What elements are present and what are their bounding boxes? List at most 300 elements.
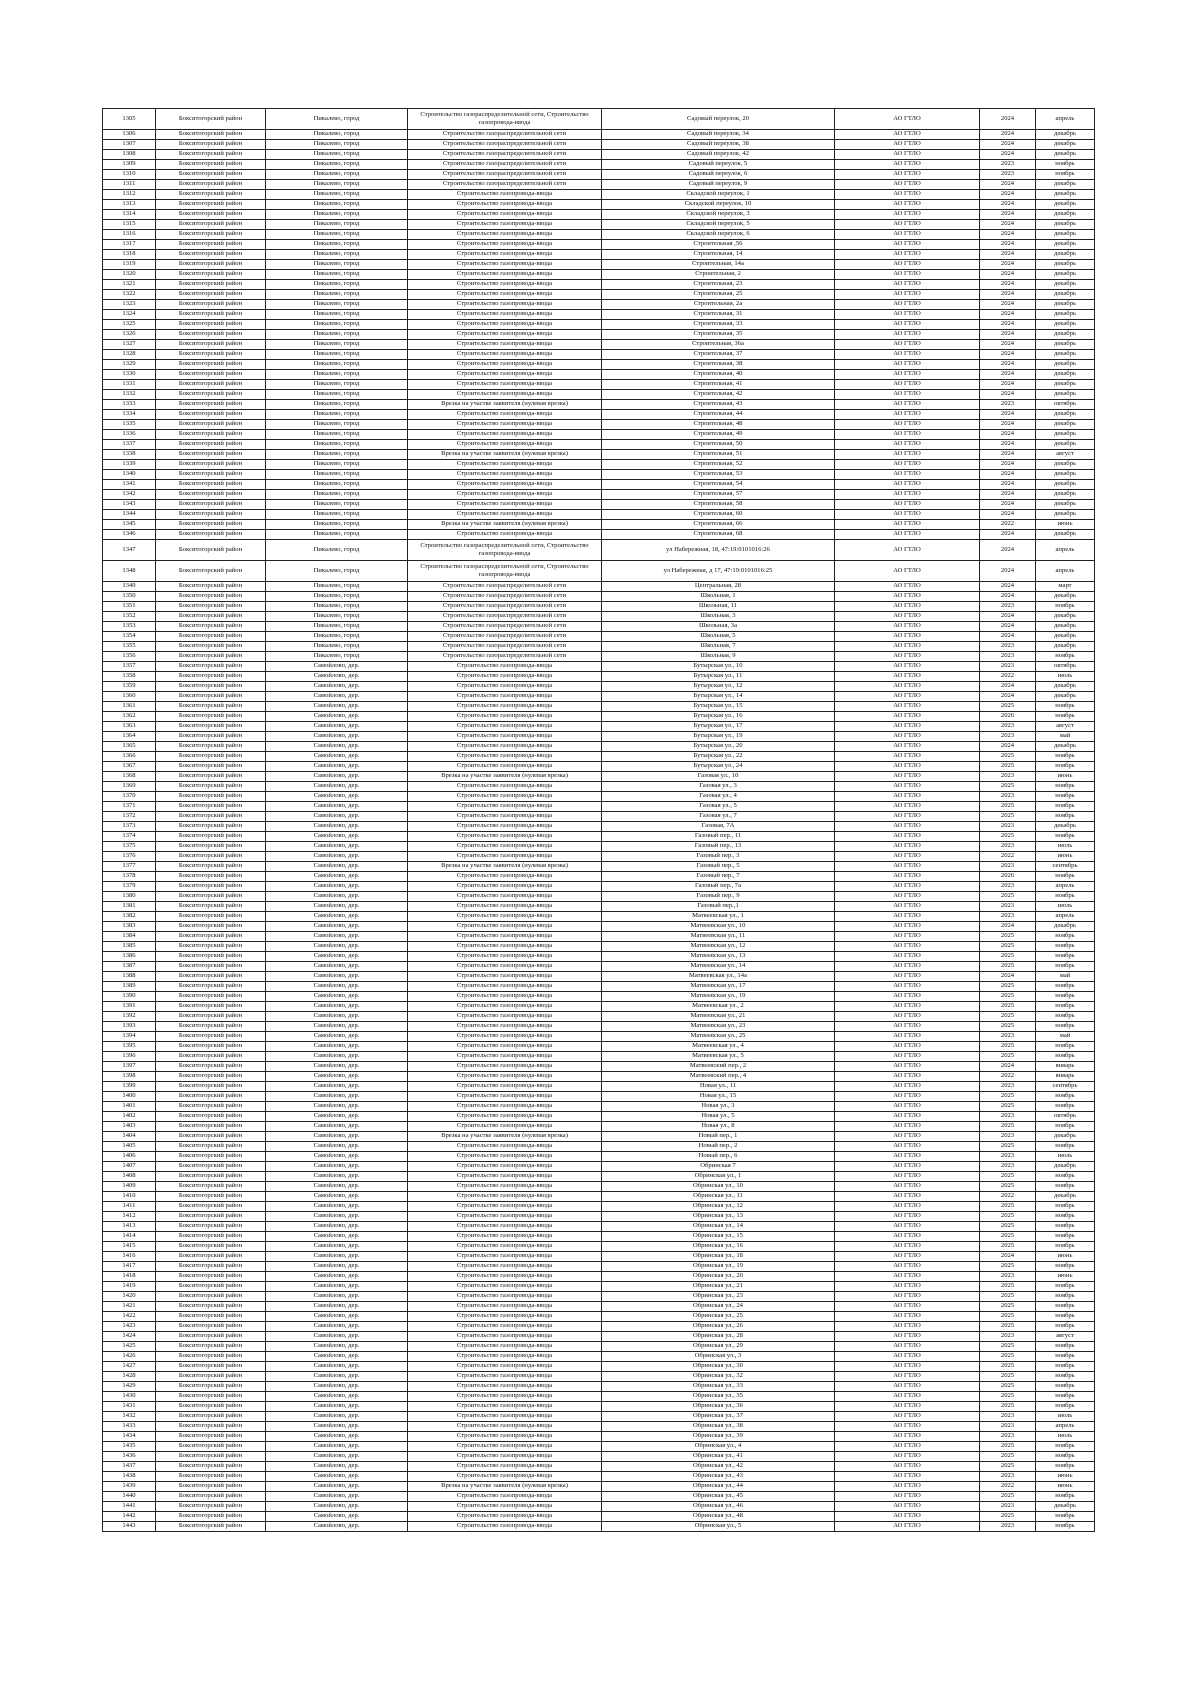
year-cell: 2024 xyxy=(980,260,1036,270)
month-cell: декабрь xyxy=(1036,480,1095,490)
work-type-cell: Строительство газопровода-ввода xyxy=(408,1022,602,1032)
work-type-cell: Строительство газопровода-ввода xyxy=(408,280,602,290)
contractor-cell: АО ГТЛО xyxy=(835,592,980,602)
address-cell: Строительная, 44 xyxy=(602,410,835,420)
district-cell: Бокситогорский район xyxy=(156,1282,266,1292)
district-cell: Бокситогорский район xyxy=(156,1522,266,1532)
table-row xyxy=(103,480,1095,490)
month-cell: май xyxy=(1036,1032,1095,1042)
year-cell: 2024 xyxy=(980,632,1036,642)
row-number-cell: 1438 xyxy=(103,1472,156,1482)
table-row xyxy=(103,1442,1095,1452)
work-type-cell: Строительство газопровода-ввода xyxy=(408,1392,602,1402)
row-number-cell: 1349 xyxy=(103,582,156,592)
month-cell: июль xyxy=(1036,1152,1095,1162)
row-number-cell: 1307 xyxy=(103,140,156,150)
row-number-cell: 1350 xyxy=(103,592,156,602)
contractor-cell: АО ГТЛО xyxy=(835,1062,980,1072)
address-cell: Матвеевская ул., 2 xyxy=(602,1002,835,1012)
settlement-cell: Самойлово, дер. xyxy=(266,1402,408,1412)
district-cell: Бокситогорский район xyxy=(156,1162,266,1172)
contractor-cell: АО ГТЛО xyxy=(835,1362,980,1372)
row-number-cell: 1394 xyxy=(103,1032,156,1042)
month-cell: ноябрь xyxy=(1036,1462,1095,1472)
row-number-cell: 1329 xyxy=(103,360,156,370)
settlement-cell: Самойлово, дер. xyxy=(266,1462,408,1472)
address-cell: Обринская ул., 4 xyxy=(602,1442,835,1452)
month-cell: апрель xyxy=(1036,540,1095,561)
contractor-cell: АО ГТЛО xyxy=(835,1132,980,1142)
contractor-cell: АО ГТЛО xyxy=(835,1072,980,1082)
row-number-cell: 1422 xyxy=(103,1312,156,1322)
work-type-cell: Строительство газопровода-ввода xyxy=(408,822,602,832)
table-row xyxy=(103,1092,1095,1102)
year-cell: 2024 xyxy=(980,280,1036,290)
row-number-cell: 1316 xyxy=(103,230,156,240)
contractor-cell: АО ГТЛО xyxy=(835,1292,980,1302)
address-cell: Строительная, 68 xyxy=(602,530,835,540)
settlement-cell: Самойлово, дер. xyxy=(266,1172,408,1182)
address-cell: Обринская ул., 37 xyxy=(602,1412,835,1422)
row-number-cell: 1407 xyxy=(103,1162,156,1172)
work-type-cell: Строительство газопровода-ввода xyxy=(408,1382,602,1392)
address-cell: Центральная, 28 xyxy=(602,582,835,592)
address-cell: Обринская ул., 44 xyxy=(602,1482,835,1492)
settlement-cell: Самойлово, дер. xyxy=(266,772,408,782)
address-cell: Обринская ул., 26 xyxy=(602,1322,835,1332)
district-cell: Бокситогорский район xyxy=(156,1032,266,1042)
table-row xyxy=(103,1142,1095,1152)
work-type-cell: Строительство газопровода-ввода xyxy=(408,702,602,712)
year-cell: 2024 xyxy=(980,742,1036,752)
table-row xyxy=(103,420,1095,430)
settlement-cell: Пикалево, город xyxy=(266,632,408,642)
month-cell: ноябрь xyxy=(1036,1042,1095,1052)
settlement-cell: Пикалево, город xyxy=(266,300,408,310)
address-cell: Обринская ул., 30 xyxy=(602,1362,835,1372)
address-cell: Газовая ул., 3 xyxy=(602,782,835,792)
district-cell: Бокситогорский район xyxy=(156,1172,266,1182)
month-cell: декабрь xyxy=(1036,592,1095,602)
work-type-cell: Строительство газопровода-ввода xyxy=(408,1222,602,1232)
row-number-cell: 1413 xyxy=(103,1222,156,1232)
row-number-cell: 1309 xyxy=(103,160,156,170)
settlement-cell: Самойлово, дер. xyxy=(266,1142,408,1152)
address-cell: Новый пер., 2 xyxy=(602,1142,835,1152)
year-cell: 2023 xyxy=(980,772,1036,782)
address-cell: Матвеевская ул., 23 xyxy=(602,1022,835,1032)
district-cell: Бокситогорский район xyxy=(156,1492,266,1502)
month-cell: ноябрь xyxy=(1036,872,1095,882)
address-cell: Матвеевская ул., 11 xyxy=(602,932,835,942)
work-type-cell: Строительство газопровода-ввода xyxy=(408,410,602,420)
work-type-cell: Строительство газопровода-ввода xyxy=(408,1402,602,1412)
work-type-cell: Строительство газопровода-ввода xyxy=(408,210,602,220)
table-row xyxy=(103,802,1095,812)
settlement-cell: Пикалево, город xyxy=(266,390,408,400)
year-cell: 2024 xyxy=(980,1062,1036,1072)
row-number-cell: 1328 xyxy=(103,350,156,360)
address-cell: Строительная, 2а xyxy=(602,300,835,310)
table-row xyxy=(103,540,1095,561)
table-row xyxy=(103,1162,1095,1172)
address-cell: Бутырская ул., 22 xyxy=(602,752,835,762)
district-cell: Бокситогорский район xyxy=(156,662,266,672)
table-row xyxy=(103,972,1095,982)
row-number-cell: 1345 xyxy=(103,520,156,530)
address-cell: Строительная, 35 xyxy=(602,330,835,340)
table-row xyxy=(103,962,1095,972)
year-cell: 2024 xyxy=(980,470,1036,480)
contractor-cell: АО ГТЛО xyxy=(835,160,980,170)
address-cell: Матвеевская ул., 14а xyxy=(602,972,835,982)
table-row xyxy=(103,340,1095,350)
table-row xyxy=(103,1052,1095,1062)
contractor-cell: АО ГТЛО xyxy=(835,1052,980,1062)
table-row xyxy=(103,912,1095,922)
month-cell: июнь xyxy=(1036,1272,1095,1282)
month-cell: декабрь xyxy=(1036,1162,1095,1172)
district-cell: Бокситогорский район xyxy=(156,1092,266,1102)
settlement-cell: Самойлово, дер. xyxy=(266,742,408,752)
table-row xyxy=(103,1232,1095,1242)
contractor-cell: АО ГТЛО xyxy=(835,982,980,992)
district-cell: Бокситогорский район xyxy=(156,832,266,842)
table-row xyxy=(103,109,1095,130)
settlement-cell: Пикалево, город xyxy=(266,450,408,460)
work-type-cell: Строительство газораспределительной сети xyxy=(408,130,602,140)
year-cell: 2024 xyxy=(980,460,1036,470)
table-row xyxy=(103,702,1095,712)
contractor-cell: АО ГТЛО xyxy=(835,1162,980,1172)
address-cell: Садовый переулок, 42 xyxy=(602,150,835,160)
district-cell: Бокситогорский район xyxy=(156,842,266,852)
table-row xyxy=(103,792,1095,802)
contractor-cell: АО ГТЛО xyxy=(835,1092,980,1102)
month-cell: ноябрь xyxy=(1036,1242,1095,1252)
contractor-cell: АО ГТЛО xyxy=(835,200,980,210)
district-cell: Бокситогорский район xyxy=(156,1322,266,1332)
district-cell: Бокситогорский район xyxy=(156,1472,266,1482)
district-cell: Бокситогорский район xyxy=(156,732,266,742)
work-type-cell: Строительство газораспределительной сети xyxy=(408,160,602,170)
contractor-cell: АО ГТЛО xyxy=(835,1472,980,1482)
row-number-cell: 1382 xyxy=(103,912,156,922)
contractor-cell: АО ГТЛО xyxy=(835,490,980,500)
year-cell: 2024 xyxy=(980,180,1036,190)
district-cell: Бокситогорский район xyxy=(156,410,266,420)
address-cell: Садовый переулок, 38 xyxy=(602,140,835,150)
address-cell: Матвеевская ул., 14 xyxy=(602,962,835,972)
work-type-cell: Строительство газопровода-ввода xyxy=(408,470,602,480)
address-cell: Строительная ,56 xyxy=(602,240,835,250)
row-number-cell: 1351 xyxy=(103,602,156,612)
work-type-cell: Строительство газопровода-ввода xyxy=(408,230,602,240)
work-type-cell: Строительство газораспределительной сети xyxy=(408,622,602,632)
year-cell: 2024 xyxy=(980,220,1036,230)
row-number-cell: 1381 xyxy=(103,902,156,912)
contractor-cell: АО ГТЛО xyxy=(835,1412,980,1422)
table-row xyxy=(103,922,1095,932)
settlement-cell: Самойлово, дер. xyxy=(266,992,408,1002)
settlement-cell: Самойлово, дер. xyxy=(266,702,408,712)
contractor-cell: АО ГТЛО xyxy=(835,360,980,370)
contractor-cell: АО ГТЛО xyxy=(835,450,980,460)
address-cell: Обринская ул., 46 xyxy=(602,1502,835,1512)
contractor-cell: АО ГТЛО xyxy=(835,380,980,390)
year-cell: 2024 xyxy=(980,140,1036,150)
address-cell: Строительная, 50 xyxy=(602,440,835,450)
work-type-cell: Строительство газопровода-ввода xyxy=(408,350,602,360)
contractor-cell: АО ГТЛО xyxy=(835,892,980,902)
address-cell: Бутырская ул., 20 xyxy=(602,742,835,752)
month-cell: декабрь xyxy=(1036,360,1095,370)
table-row xyxy=(103,260,1095,270)
address-cell: Матвеевская ул., 21 xyxy=(602,1012,835,1022)
settlement-cell: Самойлово, дер. xyxy=(266,842,408,852)
work-type-cell: Строительство газопровода-ввода xyxy=(408,320,602,330)
district-cell: Бокситогорский район xyxy=(156,642,266,652)
contractor-cell: АО ГТЛО xyxy=(835,1212,980,1222)
table-row xyxy=(103,310,1095,320)
row-number-cell: 1393 xyxy=(103,1022,156,1032)
table-row xyxy=(103,1132,1095,1142)
year-cell: 2024 xyxy=(980,210,1036,220)
year-cell: 2025 xyxy=(980,1462,1036,1472)
work-type-cell: Врезка на участке заявителя (нулевая врезка) xyxy=(408,400,602,410)
work-type-cell: Строительство газопровода-ввода xyxy=(408,1072,602,1082)
contractor-cell: АО ГТЛО xyxy=(835,1482,980,1492)
settlement-cell: Самойлово, дер. xyxy=(266,1242,408,1252)
settlement-cell: Самойлово, дер. xyxy=(266,962,408,972)
district-cell: Бокситогорский район xyxy=(156,160,266,170)
district-cell: Бокситогорский район xyxy=(156,1332,266,1342)
year-cell: 2025 xyxy=(980,1232,1036,1242)
table-row xyxy=(103,320,1095,330)
row-number-cell: 1406 xyxy=(103,1152,156,1162)
row-number-cell: 1410 xyxy=(103,1192,156,1202)
month-cell: ноябрь xyxy=(1036,1312,1095,1322)
month-cell: ноябрь xyxy=(1036,1182,1095,1192)
table-row xyxy=(103,842,1095,852)
row-number-cell: 1342 xyxy=(103,490,156,500)
contractor-cell: АО ГТЛО xyxy=(835,1432,980,1442)
work-type-cell: Строительство газопровода-ввода xyxy=(408,1512,602,1522)
work-type-cell: Строительство газопровода-ввода xyxy=(408,1212,602,1222)
month-cell: август xyxy=(1036,722,1095,732)
table-row xyxy=(103,752,1095,762)
contractor-cell: АО ГТЛО xyxy=(835,190,980,200)
district-cell: Бокситогорский район xyxy=(156,500,266,510)
contractor-cell: АО ГТЛО xyxy=(835,1502,980,1512)
year-cell: 2024 xyxy=(980,360,1036,370)
row-number-cell: 1315 xyxy=(103,220,156,230)
work-type-cell: Строительство газопровода-ввода xyxy=(408,1122,602,1132)
district-cell: Бокситогорский район xyxy=(156,300,266,310)
district-cell: Бокситогорский район xyxy=(156,1272,266,1282)
month-cell: ноябрь xyxy=(1036,802,1095,812)
address-cell: Складской переулок, 6 xyxy=(602,230,835,240)
month-cell: ноябрь xyxy=(1036,160,1095,170)
month-cell: декабрь xyxy=(1036,370,1095,380)
work-type-cell: Строительство газопровода-ввода xyxy=(408,1032,602,1042)
district-cell: Бокситогорский район xyxy=(156,1312,266,1322)
month-cell: июнь xyxy=(1036,1482,1095,1492)
settlement-cell: Самойлово, дер. xyxy=(266,852,408,862)
settlement-cell: Пикалево, город xyxy=(266,430,408,440)
year-cell: 2025 xyxy=(980,752,1036,762)
month-cell: май xyxy=(1036,732,1095,742)
month-cell: июнь xyxy=(1036,1472,1095,1482)
row-number-cell: 1306 xyxy=(103,130,156,140)
table-row xyxy=(103,1342,1095,1352)
year-cell: 2024 xyxy=(980,150,1036,160)
year-cell: 2024 xyxy=(980,300,1036,310)
contractor-cell: АО ГТЛО xyxy=(835,602,980,612)
work-type-cell: Строительство газопровода-ввода xyxy=(408,190,602,200)
month-cell: декабрь xyxy=(1036,280,1095,290)
year-cell: 2024 xyxy=(980,440,1036,450)
table-row xyxy=(103,1192,1095,1202)
district-cell: Бокситогорский район xyxy=(156,1112,266,1122)
month-cell: ноябрь xyxy=(1036,812,1095,822)
year-cell: 2025 xyxy=(980,1182,1036,1192)
contractor-cell: АО ГТЛО xyxy=(835,632,980,642)
table-row xyxy=(103,722,1095,732)
district-cell: Бокситогорский район xyxy=(156,1152,266,1162)
work-type-cell: Строительство газопровода-ввода xyxy=(408,1062,602,1072)
row-number-cell: 1443 xyxy=(103,1522,156,1532)
row-number-cell: 1356 xyxy=(103,652,156,662)
settlement-cell: Самойлово, дер. xyxy=(266,1122,408,1132)
table-row xyxy=(103,1312,1095,1322)
contractor-cell: АО ГТЛО xyxy=(835,912,980,922)
settlement-cell: Самойлово, дер. xyxy=(266,752,408,762)
year-cell: 2025 xyxy=(980,1322,1036,1332)
settlement-cell: Пикалево, город xyxy=(266,270,408,280)
year-cell: 2024 xyxy=(980,561,1036,582)
year-cell: 2025 xyxy=(980,1222,1036,1232)
contractor-cell: АО ГТЛО xyxy=(835,772,980,782)
address-cell: Обринская ул., 38 xyxy=(602,1422,835,1432)
table-row xyxy=(103,942,1095,952)
row-number-cell: 1398 xyxy=(103,1072,156,1082)
row-number-cell: 1338 xyxy=(103,450,156,460)
work-type-cell: Строительство газопровода-ввода xyxy=(408,370,602,380)
table-row xyxy=(103,380,1095,390)
month-cell: декабрь xyxy=(1036,350,1095,360)
year-cell: 2023 xyxy=(980,1032,1036,1042)
row-number-cell: 1432 xyxy=(103,1412,156,1422)
year-cell: 2024 xyxy=(980,410,1036,420)
address-cell: Матвеевский пер., 4 xyxy=(602,1072,835,1082)
month-cell: декабрь xyxy=(1036,230,1095,240)
year-cell: 2023 xyxy=(980,1422,1036,1432)
address-cell: Строительная, 42 xyxy=(602,390,835,400)
contractor-cell: АО ГТЛО xyxy=(835,260,980,270)
district-cell: Бокситогорский район xyxy=(156,912,266,922)
address-cell: Обринская ул., 48 xyxy=(602,1512,835,1522)
table-row xyxy=(103,450,1095,460)
month-cell: ноябрь xyxy=(1036,952,1095,962)
year-cell: 2025 xyxy=(980,782,1036,792)
year-cell: 2025 xyxy=(980,1282,1036,1292)
row-number-cell: 1336 xyxy=(103,430,156,440)
work-type-cell: Строительство газораспределительной сети xyxy=(408,150,602,160)
table-row xyxy=(103,872,1095,882)
month-cell: ноябрь xyxy=(1036,1222,1095,1232)
year-cell: 2023 xyxy=(980,400,1036,410)
settlement-cell: Пикалево, город xyxy=(266,470,408,480)
address-cell: Обринская ул., 36 xyxy=(602,1402,835,1412)
work-type-cell: Строительство газопровода-ввода xyxy=(408,1192,602,1202)
work-type-cell: Строительство газопровода-ввода xyxy=(408,480,602,490)
month-cell: декабрь xyxy=(1036,632,1095,642)
row-number-cell: 1362 xyxy=(103,712,156,722)
work-type-cell: Строительство газопровода-ввода xyxy=(408,1492,602,1502)
work-type-cell: Врезка на участке заявителя (нулевая врезка) xyxy=(408,520,602,530)
work-type-cell: Строительство газопровода-ввода xyxy=(408,722,602,732)
row-number-cell: 1404 xyxy=(103,1132,156,1142)
settlement-cell: Самойлово, дер. xyxy=(266,1052,408,1062)
settlement-cell: Самойлово, дер. xyxy=(266,932,408,942)
settlement-cell: Пикалево, город xyxy=(266,290,408,300)
contractor-cell: АО ГТЛО xyxy=(835,430,980,440)
settlement-cell: Самойлово, дер. xyxy=(266,1342,408,1352)
table-row xyxy=(103,140,1095,150)
settlement-cell: Самойлово, дер. xyxy=(266,902,408,912)
contractor-cell: АО ГТЛО xyxy=(835,290,980,300)
address-cell: Газовая, 7А xyxy=(602,822,835,832)
address-cell: Обринская ул., 19 xyxy=(602,1262,835,1272)
table-row xyxy=(103,400,1095,410)
work-type-cell: Строительство газопровода-ввода xyxy=(408,330,602,340)
row-number-cell: 1367 xyxy=(103,762,156,772)
month-cell: июнь xyxy=(1036,772,1095,782)
address-cell: Строительная, 53 xyxy=(602,470,835,480)
contractor-cell: АО ГТЛО xyxy=(835,1252,980,1262)
contractor-cell: АО ГТЛО xyxy=(835,902,980,912)
table-row xyxy=(103,1122,1095,1132)
work-type-cell: Строительство газопровода-ввода xyxy=(408,962,602,972)
year-cell: 2023 xyxy=(980,1272,1036,1282)
month-cell: декабрь xyxy=(1036,340,1095,350)
year-cell: 2024 xyxy=(980,692,1036,702)
district-cell: Бокситогорский район xyxy=(156,702,266,712)
contractor-cell: АО ГТЛО xyxy=(835,1152,980,1162)
month-cell: декабрь xyxy=(1036,410,1095,420)
work-type-cell: Строительство газопровода-ввода xyxy=(408,982,602,992)
work-type-cell: Строительство газопровода-ввода xyxy=(408,1442,602,1452)
year-cell: 2023 xyxy=(980,170,1036,180)
year-cell: 2023 xyxy=(980,1112,1036,1122)
table-row xyxy=(103,642,1095,652)
address-cell: Садовый переулок, 9 xyxy=(602,180,835,190)
table-row xyxy=(103,1382,1095,1392)
settlement-cell: Пикалево, город xyxy=(266,540,408,561)
table-row xyxy=(103,1222,1095,1232)
month-cell: ноябрь xyxy=(1036,1452,1095,1462)
work-type-cell: Строительство газопровода-ввода xyxy=(408,260,602,270)
row-number-cell: 1308 xyxy=(103,150,156,160)
table-row xyxy=(103,220,1095,230)
table-row xyxy=(103,762,1095,772)
work-type-cell: Строительство газопровода-ввода xyxy=(408,1462,602,1472)
contractor-cell: АО ГТЛО xyxy=(835,130,980,140)
table-row xyxy=(103,350,1095,360)
table-row xyxy=(103,1002,1095,1012)
work-type-cell: Строительство газопровода-ввода xyxy=(408,1502,602,1512)
